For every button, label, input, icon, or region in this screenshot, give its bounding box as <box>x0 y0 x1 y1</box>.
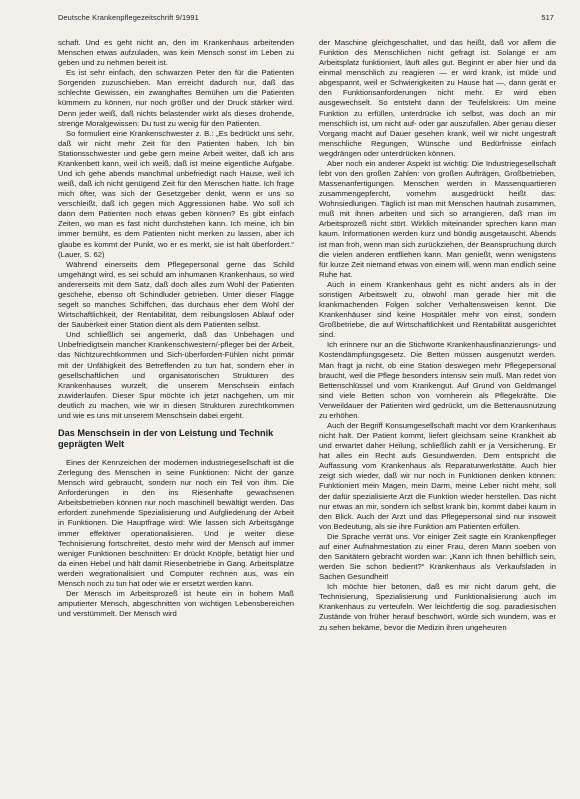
right-column <box>319 38 556 633</box>
left-column <box>58 38 294 619</box>
paragraph: Eines der Kennzeichen der modernen industriegesellschaft ist die Zerlegung des Menschen in seine Funktionen: Nicht der ganze Mensch wird gebraucht, sondern nur noch ein Teil von ihm. Die Anforderungen in den ins Riesenhafte gewachsenen Arbeitsbetrieben können nur noch maschinell bewältigt werden. Das erfordert zunehmende Spezialisierung und Aufgliederung der Arbeit in Funktionen. Die Hauptfrage wird: Wie lassen sich Arbeitsgänge immer effektiver operationalisieren. Und je weiter diese Technisierung fortschreitet, desto mehr wird der Mensch auf immer weniger Funktionen beschnitten: Er drückt Knöpfe, betätigt hier und da einen Hebel und hält damit Riesenbetriebe in Gang. Arbeitsplätze werden wegrationalisiert und Computer rechnen aus, was ein Mensch noch zu tun hat oder wie er ersetzt werden kann. <box>58 457 294 588</box>
paragraph: So formuliert eine Krankenschwester z. B.: „Es bedrückt uns sehr, daß wir nicht mehr Zeit für den Patienten haben. Ich bin Stationsschwester und gebe gern meine Arbeit weiter, daß ich ans Krankenbett kann, weil ich weiß, daß ist meine eigentliche Aufgabe. Und ich gehe abends manchmal unbefriedigt nach Hause, weil ich weiß, daß ich nicht genügend Zeit für den Menschen hatte. Ich frage mich öfter, was sich der Gesetzgeber denkt, wenn er uns so verschleißt, daß ich gegen mich Aggressionen habe. Wo soll ich dann dem Patienten noch etwas geben können? Es gibt einfach Zeiten, wo man es fast nicht durchstehen kann. Ich meine, ich bin immer bemüht, es dem Patienten nicht merken zu lassen, aber ich glaube es kommt der Punkt, wo er es merkt, sie ist halt überfordert.“ (Lauer, S. 62) <box>58 128 294 259</box>
paragraph: Auch der Begriff Konsumgesellschaft macht vor dem Krankenhaus nicht halt. Der Patient kommt, liefert gleichsam seine Krankheit ab und erwartet daher Heilung, schließlich zahlt er ja Versicherung. Er hat alles ein Recht aufs Gesundwerden. Dem entspricht die Auffassung vom Krankenhaus als Reparaturwerkstätte. Auch hier zeigt sich wieder, daß wir nur noch in Funktionen denken können: Funktioniert mein Magen, mein Darm, meine Leber nicht mehr, soll der dafür spezialisierte Arzt die Funktion wieder herstellen. Das nicht nur etwas an mir, sondern ich selbst krank bin, kommt dabei kaum in den Blick. Auch der Arzt und das Pflegepersonal sind nur insoweit von Bedeutung, als sie ihre Funktion am Patienten erfüllen. <box>319 420 556 531</box>
paragraph: Während einerseits dem Pflegepersonal gerne das Schild umgehängt wird, es sei schuld am inhumanen Krankenhaus, so wird andererseits mit dem Satz, daß doch alles zum Wohl der Patienten geschehe, ebenso oft Schindluder getrieben. Unter dieser Flagge segelt so manches Schiffchen, das durchaus eher dem Wohl der Wirtschaftlichkeit, der Rentabilität, dem reibungslosen Ablauf oder der Sauberkeit einer Station dient als dem Patienten selbst. <box>58 259 294 330</box>
paragraph: Aber noch ein anderer Aspekt ist wichtig: Die Industriegesellschaft lebt von den großen Zahlen: von großen Aufträgen, Großbetrieben, Massenanfertigungen. Menschen werden in Massenquartieren zusammengepfercht, vornehm ausgedrückt heißt das: Wohnsiedlungen. Täglich ist man mit Menschen hautnah zusammen, muß mit ihnen arbeiten und sich so arrangieren, daß man im Arbeitsprozeß nicht stört. Wirklich miteinander sprechen kann man kaum. Informationen werden kurz und bündig ausgetauscht. Abends ist man froh, wenn man sich zurückziehen, der Beanspruchung durch die vielen anderen entfliehen kann. Man genießt, wenn wenigstens für kurze Zeit niemand etwas von einem will, wenn man endlich seine Ruhe hat. <box>319 158 556 279</box>
paragraph: Die Sprache verrät uns. Vor einiger Zeit sagte ein Krankenpfleger auf einer Aufnahmestation zu einer Frau, deren Mann soeben von den Sanitätern gebracht worden war: „Kann ich Ihnen behilflich sein, werden Sie schon bedient?“ Krankenhaus als Verkaufsladen in Sachen Gesundheit! <box>319 531 556 582</box>
paragraph: schaft. Und es geht nicht an, den im Krankenhaus arbeitenden Menschen etwas aufzuladen, was kein Mensch sonst im Leben zu geben und zu nehmen bereit ist. <box>58 38 294 68</box>
journal-title: Deutsche Krankenpflegezeitschrift 9/1991 <box>58 13 199 22</box>
page-number: 517 <box>541 13 554 22</box>
running-header <box>58 13 554 27</box>
paragraph: Auch in einem Krankenhaus geht es nicht anders als in der sonstigen Arbeitswelt zu, obwohl man gerade hier mit die krankmachenden Folgen solcher Verhaltensweisen kennt. Die Krankenhäuser sind keine Hospitäler mehr von einst, sondern Großbetriebe, die auf Wirtschaftlichkeit und Rentabilität ausgerichtet sind. <box>319 279 556 340</box>
paragraph: der Maschine gleichgeschaltet, und das heißt, daß vor allem die Funktion des Menschlichen nicht gefragt ist. Solange er am Arbeitsplatz funktioniert, läuft alles gut. Beginnt er aber hier und da einmal menschlich zu reagieren — er wird krank, ist müde und abgespannt, weil er Schwierigkeiten zu Hause hat —, dann gerät er den Funktionsanforderungen nicht mehr. Er wird eben ausgewechselt. So entsteht dann der Teufelskreis: Um meine Funktion zu erfüllen, unterdrücke ich selbst, was doch an mir menschlich ist, um nicht auf- oder gar auszufallen. Aber genau dieser Vorgang macht auf Dauer gesehen krank, weil wir nicht ungestraft menschliche Regungen, Wünsche und Bedürfnisse einfach wegdrängen oder unterdrücken können. <box>319 38 556 158</box>
paragraph: Der Mensch im Arbeitsprozeß ist heute ein in hohem Maß amputierter Mensch, abgeschnitten von wichtigen Lebensbereichen und verstümmelt. Der Mensch wird <box>58 588 294 619</box>
paragraph: Es ist sehr einfach, den schwarzen Peter den für die Patienten Sorgenden zuzuschieben. Man erreicht dadurch nur, daß das schlechte Gewissen, ein zwanghaftes Bemühen um die Patienten kümmern zu können, nur noch größer und der Druck stärker wird. Denn jeder weiß, daß nichts belastender wirkt als dieses drohende, strenge Moralgewissen: Du tust zu wenig für den Patienten. <box>58 68 294 128</box>
paragraph: Ich erinnere nur an die Stichworte Krankenhausfinanzierungs- und Kostendämpfungsgesetz. Die Betten müssen ausgenutzt werden. Man fragt ja nicht, ob eine Station deswegen mehr Pflegepersonal braucht, weil die Pflege besonders intensiv sein muß. Man redet von Bettenschlüssel und vom Krankengut. Auf Grund von Geldmangel sind viele Betten schon von vornherein als Pflegekräfte. Die Verweildauer der Patienten wird gedrückt, um die Bettenausnutzung zu erhöhen. <box>319 340 556 420</box>
paragraph: Und schließlich sei angemerkt, daß das Unbehagen und Unbefriedigtsein mancher Krankenschwestern/-pfleger bei der Arbeit, das Nichtzurechtkommen und Sich-überfordert-Fühlen nicht primär mit der Unfähigkeit des Betreffenden zu tun hat, sondern eher in gesellschaftlichen und organisatorischen Strukturen des Krankenhauses wurzelt, die unserem Menschsein einfach zuwiderlaufen. Dieser Spur möchte ich jetzt nachgehen, um mir deutlich zu machen, wie wir in diesen Strukturen zurechtkommen und wie es uns mit unserem Menschsein dabei ergeht. <box>58 330 294 420</box>
paragraph: Ich möchte hier betonen, daß es mir nicht darum geht, die Technisierung, Spezialisierung und Funktionalisierung auch im Krankenhaus zu verteufeln. Wer leichtfertig die sog. paradiesischen Zustände von früher herauf beschwört, würde sich wundern, was er zu sehen bekäme, bevor die Medizin ihren ungeheuren <box>319 582 556 632</box>
section-heading: Das Menschsein in der von Leistung und Technik geprägten Welt <box>58 427 274 449</box>
